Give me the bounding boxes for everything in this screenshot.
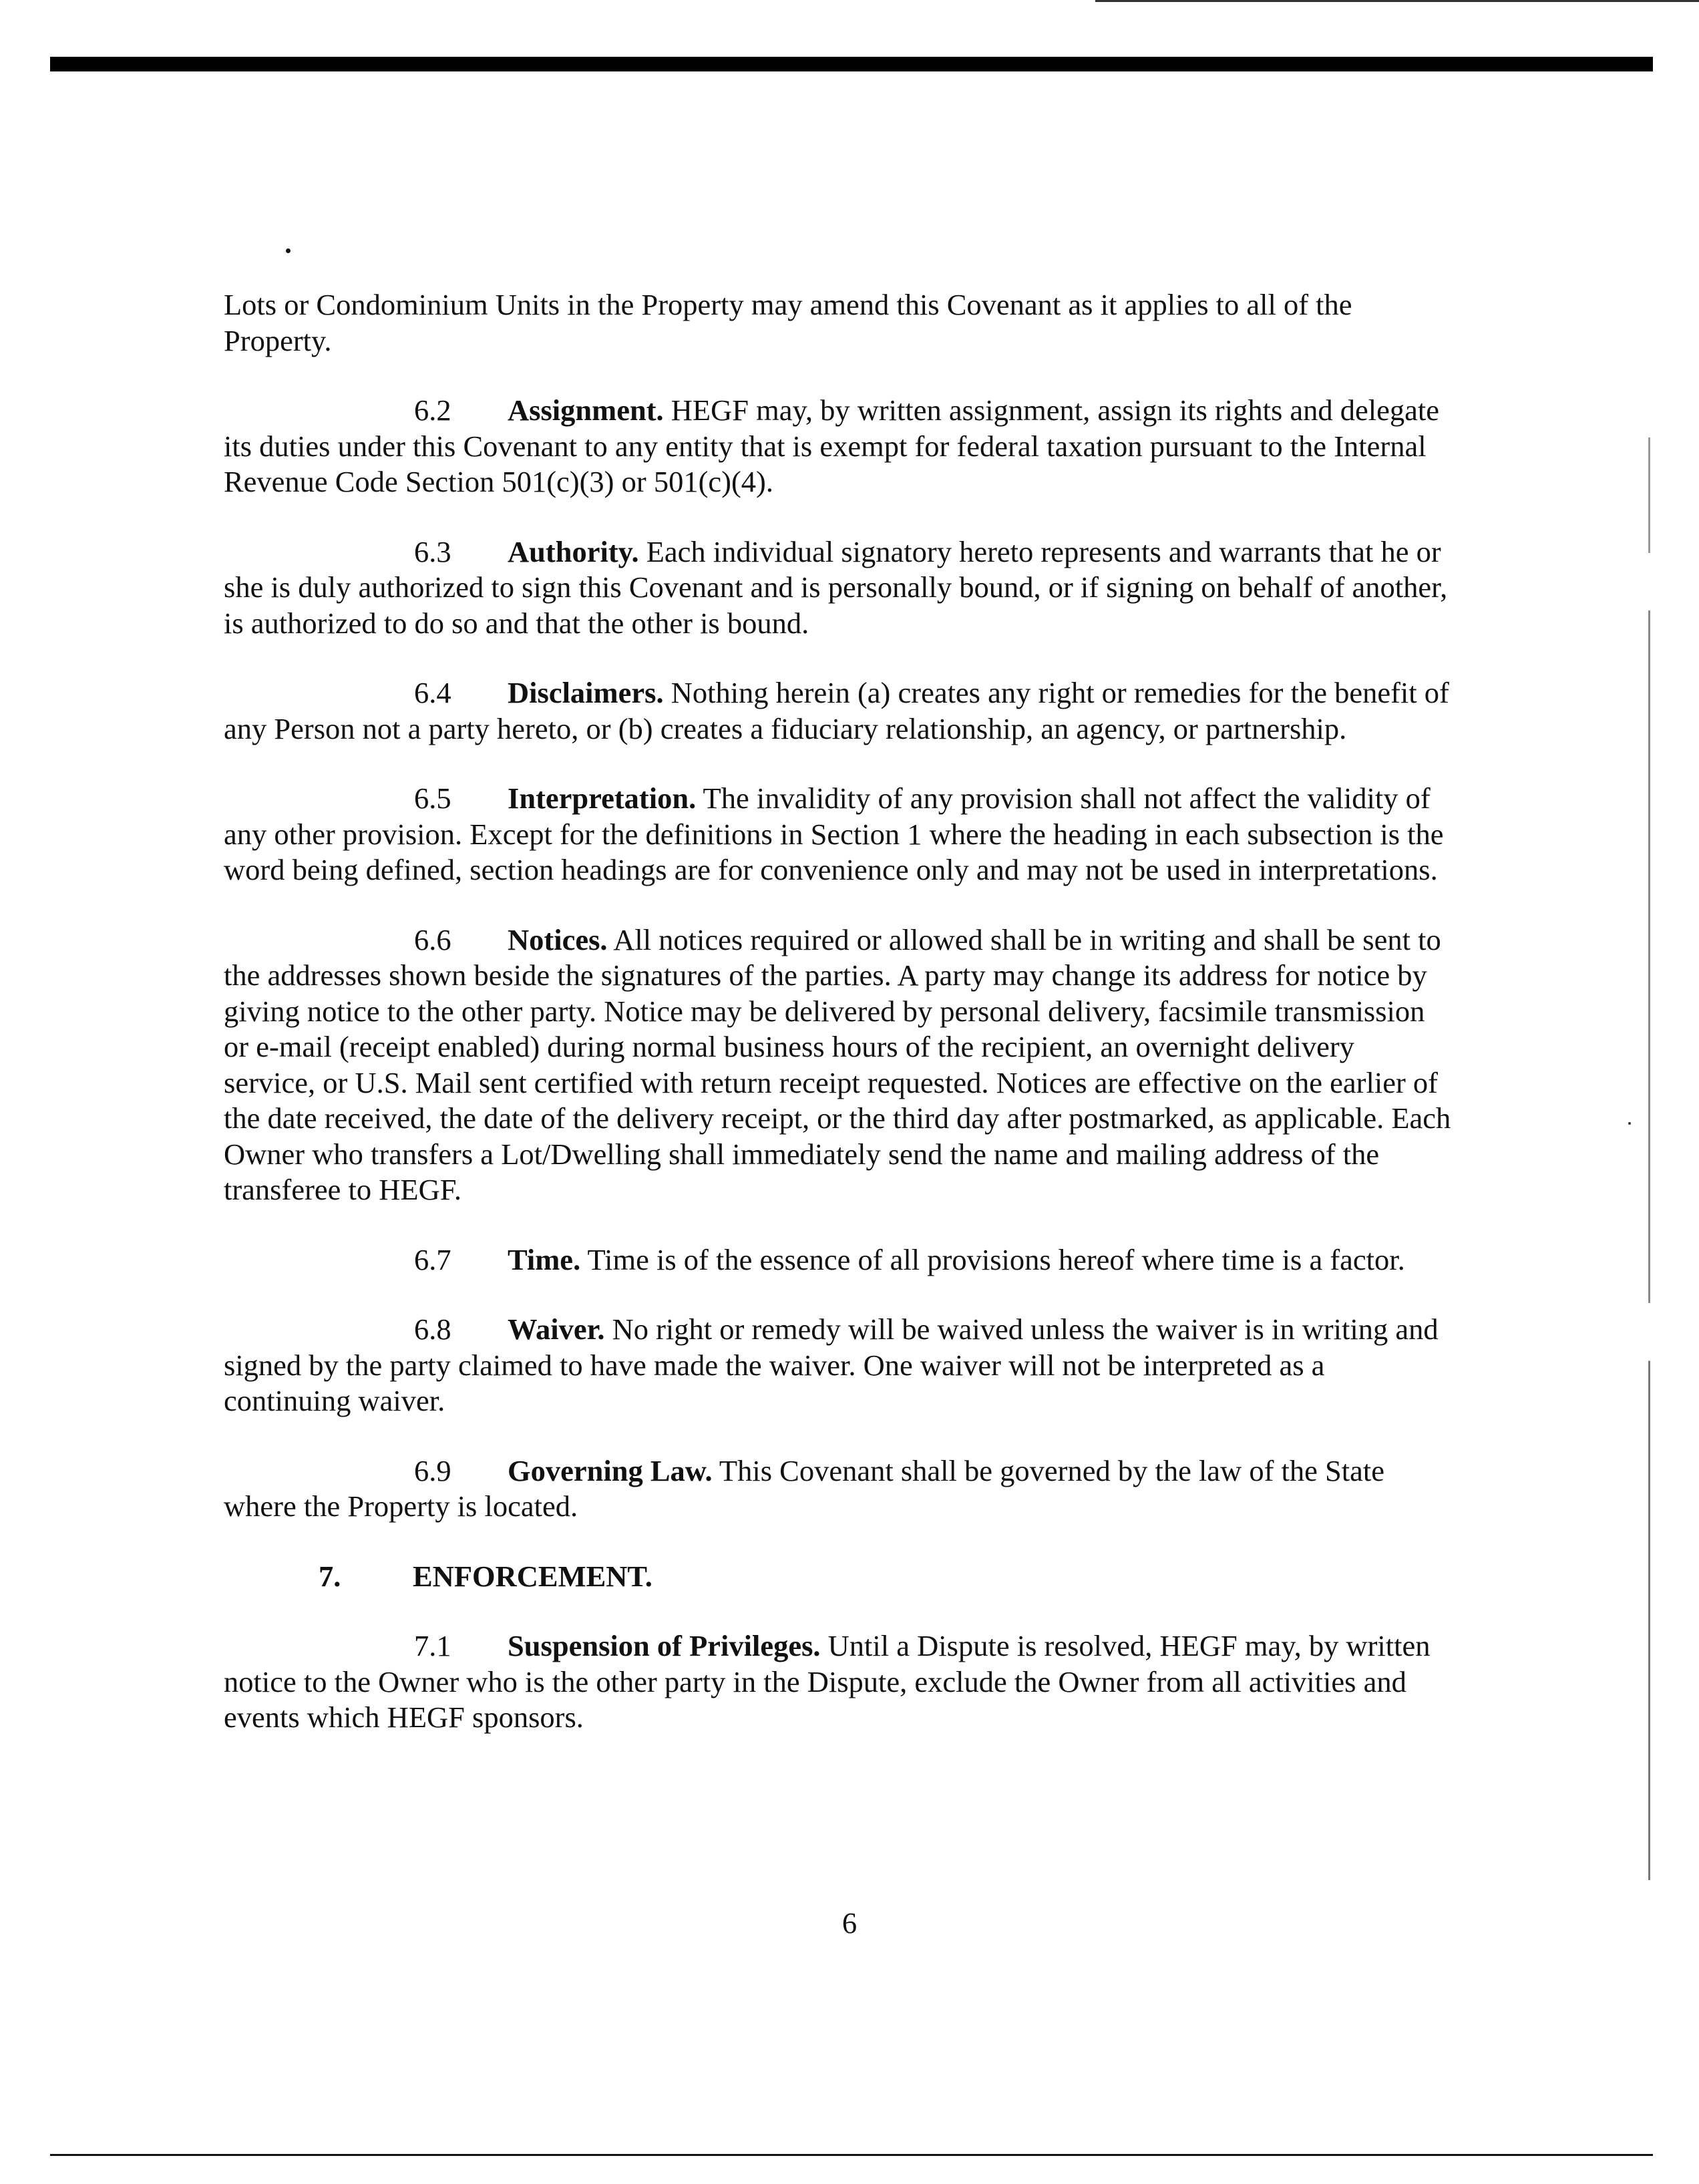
page-number: 6 <box>841 1906 858 1940</box>
scan-speck-right <box>1628 1122 1631 1125</box>
paragraph-number: 6.5 <box>414 781 451 815</box>
paragraph-heading: Interpretation <box>508 781 689 815</box>
paragraph-number: 6.7 <box>414 1242 451 1276</box>
paragraph-number: 7.1 <box>414 1629 451 1662</box>
paragraph-6-9: 6.9 Governing Law. This Covenant shall be governed by the law of the State where the Property is located. <box>224 1453 1384 1523</box>
paragraph-6-2: 6.2 Assignment. HEGF may, by written assignment, assign its rights and delegate its duties under this Covenant to any entity that is exempt for federal taxation pursuant to the Internal Revenue Code Section 501(c)(3) or 501(c)(4). <box>224 393 1440 498</box>
paragraph-6-8: 6.8 Waiver. No right or remedy will be waived unless the waiver is in writing and signed by the party claimed to have made the waiver. One waiver will not be interpreted as a continuing waiver. <box>224 1312 1439 1417</box>
paragraph-text: This Covenant shall be governed by the law of the State where the Property is located. <box>224 1453 1384 1523</box>
paragraph-6-5: 6.5 Interpretation. The invalidity of any provision shall not affect the validity of any other provision. Except for the definitions in Section 1 where the heading in each subsection is the word being defined, section headings are for convenience only and may not be used in interpretations. <box>224 781 1444 886</box>
paragraph-text: Until a Dispute is resolved, HEGF may, by written notice to the Owner who is the other party in the Dispute, exclude the Owner from all activities and events which HEGF sponsors. <box>224 1629 1431 1734</box>
paragraph-text: The invalidity of any provision shall not affect the validity of any other provision. Except for the definitions in Section 1 where the heading in each subsection is the word being defined, section headings are for convenience only and may not be used in interpretations. <box>224 781 1444 886</box>
paragraph-heading: Assignment <box>508 393 656 427</box>
paragraph-6-4: 6.4 Disclaimers. Nothing herein (a) creates any right or remedies for the benefit of any Person not a party hereto, or (b) creates a fiduciary relationship, an agency, or partnership. <box>224 676 1449 745</box>
scan-top-hairline <box>1095 0 1699 2</box>
paragraph-number: 6.2 <box>414 393 451 427</box>
paragraph-number: 6.8 <box>414 1312 451 1346</box>
footer-rule <box>50 2154 1653 2156</box>
paragraph-number: 6.4 <box>414 676 451 709</box>
section-heading-7 <box>224 1559 1453 1595</box>
paragraph-text: HEGF may, by written assignment, assign its rights and delegate its duties under this Covenant to any entity that is exempt for federal taxation pursuant to the Internal Revenue Code Section 501(c)(3) or 501(c)(4). <box>224 393 1440 498</box>
paragraph-number: 6.9 <box>414 1453 451 1487</box>
section-title: ENFORCEMENT. <box>413 1559 652 1593</box>
paragraph-6-7: 6.7 Time. Time is of the essence of all provisions hereof where time is a factor. <box>224 1242 1453 1278</box>
header-bar <box>50 57 1653 71</box>
paragraph-number: 6.3 <box>414 534 451 568</box>
paragraph-number: 6.6 <box>414 922 451 956</box>
paragraph-heading: Waiver <box>508 1312 598 1346</box>
paragraph-text: Time is of the essence of all provisions hereof where time is a factor. <box>587 1242 1405 1276</box>
paragraph-heading: Time <box>508 1242 574 1276</box>
paragraph-heading: Disclaimers <box>508 676 656 709</box>
continuation-text: Lots or Condominium Units in the Property may amend this Covenant as it applies to all of the Property. <box>224 288 1352 357</box>
scan-edge-line <box>1648 437 1650 1880</box>
continuation-paragraph <box>224 287 1453 359</box>
paragraph-heading: Authority <box>508 534 632 568</box>
paragraph-text: Nothing herein (a) creates any right or remedies for the benefit of any Person not a party hereto, or (b) creates a fiduciary relationship, an agency, or partnership. <box>224 676 1449 745</box>
paragraph-7-1: 7.1 Suspension of Privileges. Until a Dispute is resolved, HEGF may, by written notice to the Owner who is the other party in the Dispute, exclude the Owner from all activities and events which HEGF sponsors. <box>224 1629 1431 1734</box>
paragraph-6-3: 6.3 Authority. Each individual signatory hereto represents and warrants that he or she is duly authorized to sign this Covenant and is personally bound, or if signing on behalf of another, is authorized to do so and that the other is bound. <box>224 534 1448 640</box>
section-number: 7. <box>319 1559 341 1593</box>
paragraph-heading: Suspension of Privileges <box>508 1629 813 1662</box>
paragraph-heading: Governing Law <box>508 1453 705 1487</box>
paragraph-heading: Notices <box>508 922 600 956</box>
scan-speck <box>286 248 291 253</box>
document-body <box>224 287 1453 1770</box>
paragraph-text: No right or remedy will be waived unless the waiver is in writing and signed by the party claimed to have made the waiver. One waiver will not be interpreted as a continuing waiver. <box>224 1312 1439 1417</box>
paragraph-text: All notices required or allowed shall be in writing and shall be sent to the addresses shown beside the signatures of the parties. A party may change its address for notice by giving notice to the other party. Notice may be delivered by personal delivery, facsimile transmission or e-mail (receipt enabled) during normal business hours of the recipient, an overnight delivery service, or U.S. Mail sent certified with return receipt requested. Notices are effective on the earlier of the date received, the date of the delivery receipt, or the third day after postmarked, as applicable. Each Owner who transfers a Lot/Dwelling shall immediately send the name and mailing address of the transferee to HEGF. <box>224 922 1451 1206</box>
paragraph-text: Each individual signatory hereto represents and warrants that he or she is duly authorized to sign this Covenant and is personally bound, or if signing on behalf of another, is authorized to do so and that the other is bound. <box>224 534 1448 640</box>
paragraph-6-6: 6.6 Notices. All notices required or allowed shall be in writing and shall be sent to the addresses shown beside the signatures of the parties. A party may change its address for notice by giving notice to the other party. Notice may be delivered by personal delivery, facsimile transmission or e-mail (receipt enabled) during normal business hours of the recipient, an overnight delivery service, or U.S. Mail sent certified with return receipt requested. Notices are effective on the earlier of the date received, the date of the delivery receipt, or the third day after postmarked, as applicable. Each Owner who transfers a Lot/Dwelling shall immediately send the name and mailing address of the transferee to HEGF. <box>224 922 1451 1206</box>
